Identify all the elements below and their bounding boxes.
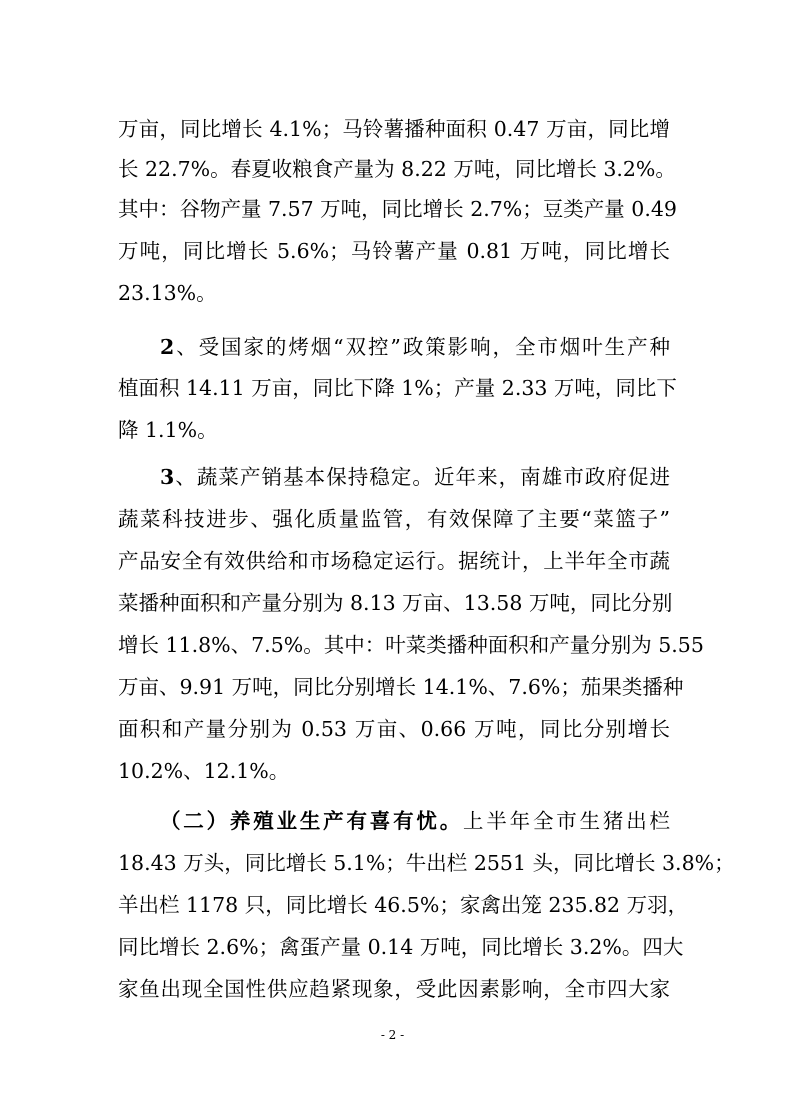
section-heading: （二）养殖业生产有喜有忧。 (160, 809, 464, 833)
text-line: 增长 11.8%、7.5%。其中：叶菜类播种面积和产量分别为 5.55 (118, 633, 704, 657)
page-number: - 2 - (380, 1028, 405, 1042)
text-span: 上半年全市生猪出栏 (463, 809, 671, 833)
text-line: 18.43 万头，同比增长 5.1%；牛出栏 2551 头，同比增长 3.8%； (118, 851, 735, 875)
text-line: 面积和产量分别为 0.53 万亩、0.66 万吨，同比分别增长 (118, 717, 670, 741)
text-line: 产品安全有效供给和市场稳定运行。据统计，上半年全市蔬 (118, 549, 670, 573)
text-line: 羊出栏 1178 只，同比增长 46.5%；家禽出笼 235.82 万羽， (118, 893, 689, 917)
paragraph-2-first-line (160, 329, 670, 365)
text-line: 万亩、9.91 万吨，同比分别增长 14.1%、7.6%；茄果类播种 (118, 675, 684, 699)
text-line: 10.2%、12.1%。 (118, 759, 290, 783)
item-number: 2 (160, 335, 175, 359)
text-line: 菜播种面积和产量分别为 8.13 万亩、13.58 万吨，同比分别 (118, 591, 673, 615)
paragraph-3-first-line (160, 459, 670, 495)
text-line: 万吨，同比增长 5.6%；马铃薯产量 0.81 万吨，同比增长 (118, 239, 670, 263)
text-line: 植面积 14.11 万亩，同比下降 1%；产量 2.33 万吨，同比下 (118, 376, 677, 400)
item-number: 3 (160, 465, 175, 489)
text-span: 、蔬菜产销基本保持稳定。近年来，南雄市政府促进 (174, 465, 670, 489)
text-line: 蔬菜科技进步、强化质量监管，有效保障了主要“菜篮子” (118, 507, 670, 531)
text-line: 其中：谷物产量 7.57 万吨，同比增长 2.7%；豆类产量 0.49 (118, 197, 677, 221)
text-line: 同比增长 2.6%；禽蛋产量 0.14 万吨，同比增长 3.2%。四大 (118, 935, 684, 959)
text-span: 、受国家的烤烟“双控”政策影响，全市烟叶生产种 (174, 335, 670, 359)
text-line: 长 22.7%。春夏收粮食产量为 8.22 万吨，同比增长 3.2%。 (118, 157, 676, 181)
text-line: 万亩，同比增长 4.1%；马铃薯播种面积 0.47 万亩，同比增 (118, 117, 670, 141)
text-line: 23.13%。 (118, 281, 217, 305)
text-line: 家鱼出现全国性供应趋紧现象，受此因素影响，全市四大家 (118, 977, 670, 1001)
section-heading-line (160, 803, 670, 839)
text-line: 降 1.1%。 (118, 418, 218, 442)
